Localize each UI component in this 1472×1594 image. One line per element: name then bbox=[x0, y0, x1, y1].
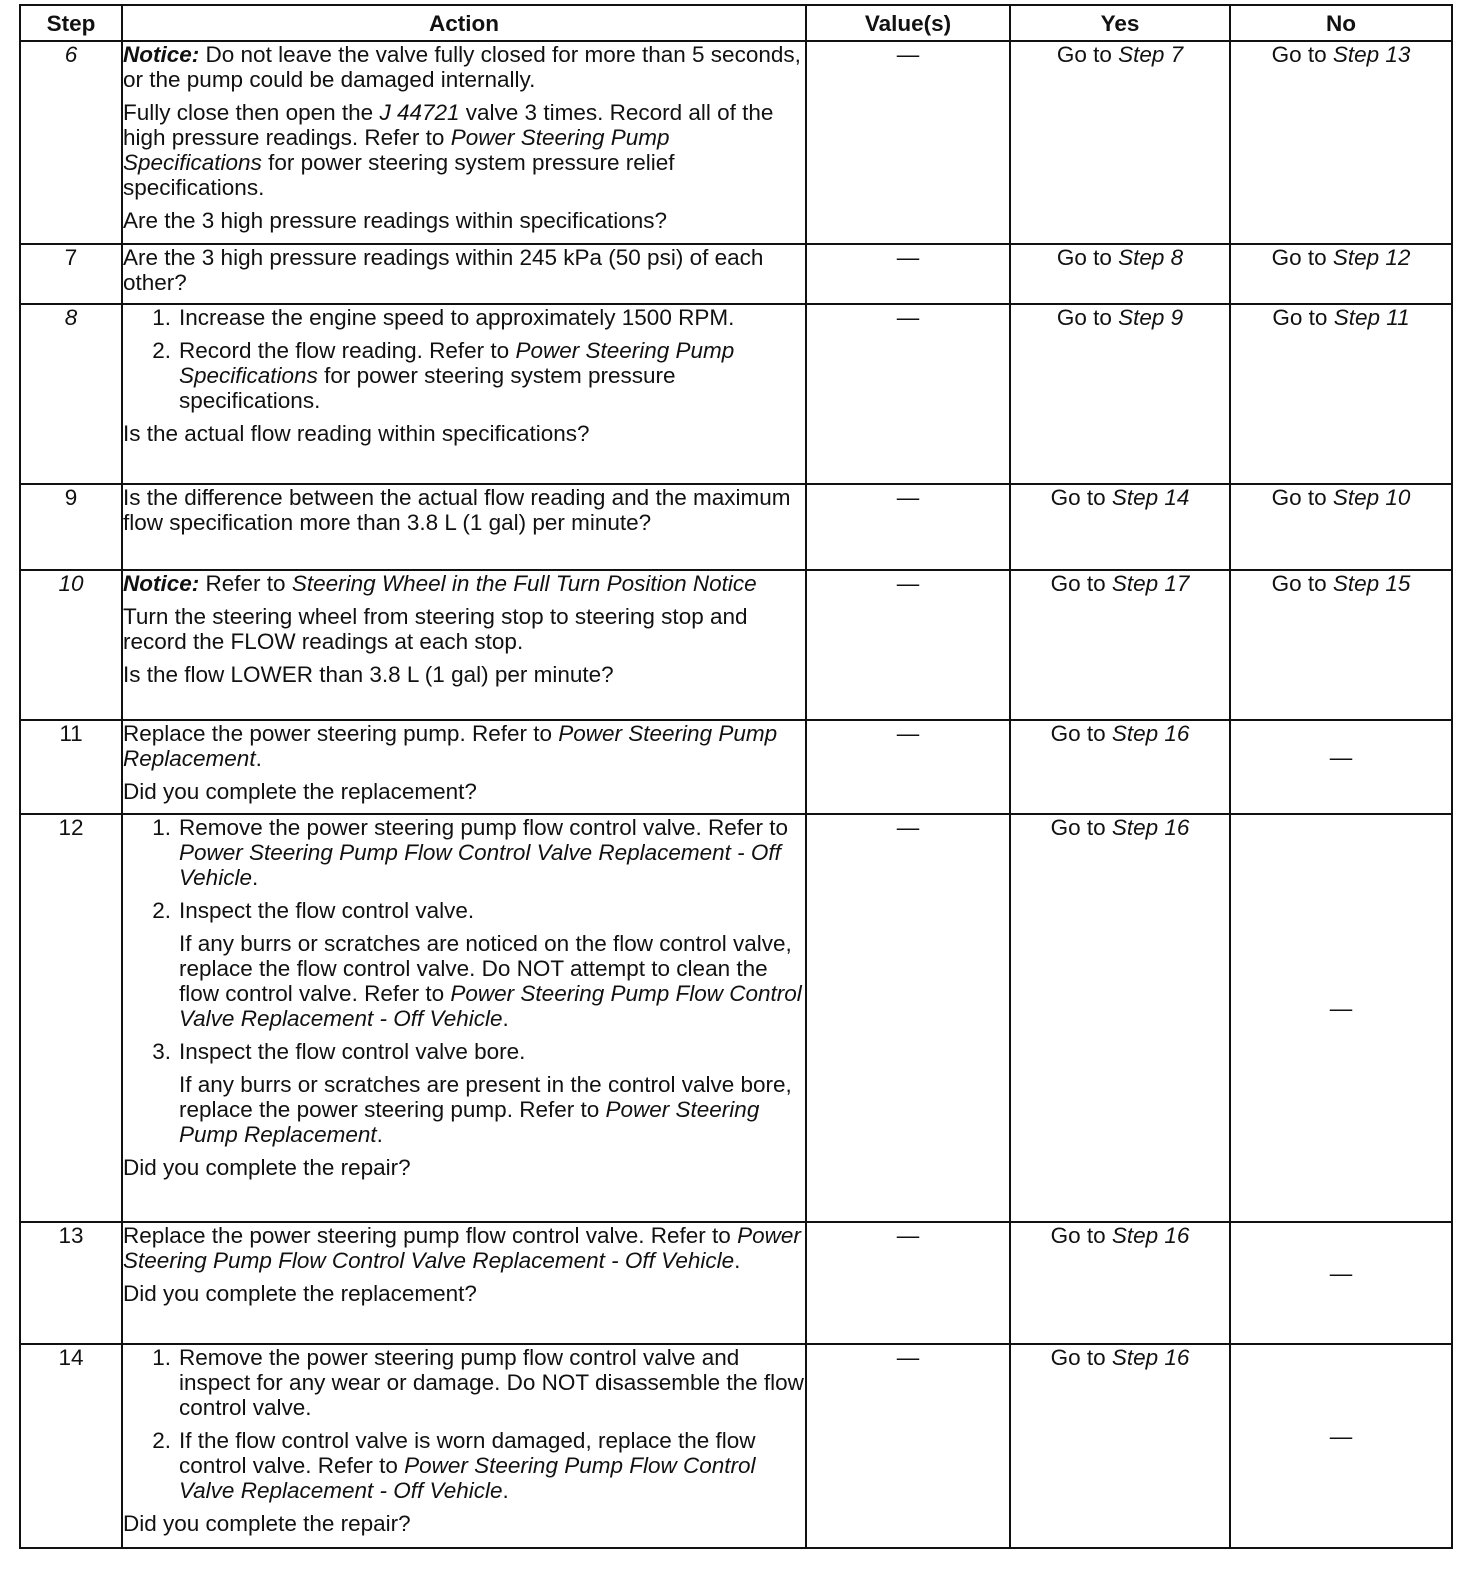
list-text bbox=[179, 1428, 805, 1503]
step-number: 14 bbox=[20, 1344, 122, 1548]
header-action: Action bbox=[122, 5, 806, 41]
procedure-reference-link[interactable]: Power Steering Pump Flow Control Valve Replacement - Off Vehicle bbox=[179, 840, 781, 890]
yes-step-link[interactable]: Step 14 bbox=[1111, 485, 1190, 510]
notice-paragraph bbox=[123, 42, 805, 92]
yes-step-link[interactable]: Step 16 bbox=[1111, 721, 1190, 746]
procedure-reference-link[interactable]: Power Steering Pump Replacement bbox=[123, 721, 778, 771]
table-row-step-11 bbox=[20, 720, 1452, 814]
header-no: No bbox=[1230, 5, 1452, 41]
no-cell bbox=[1230, 41, 1452, 244]
question-text: Did you complete the replacement? bbox=[123, 779, 477, 804]
question-text: Are the 3 high pressure readings within specifications? bbox=[123, 208, 668, 233]
values-cell: — bbox=[806, 244, 1010, 304]
list-text-part: If the flow control valve is worn damaged, replace the flow control valve. Refer to bbox=[179, 1428, 756, 1478]
list-text-part: Record the flow reading. Refer to bbox=[179, 338, 510, 363]
table-row-step-9 bbox=[20, 484, 1452, 570]
action-cell bbox=[122, 304, 806, 484]
instruction-paragraph: Turn the steering wheel from steering stop to steering stop and record the FLOW readings at each stop. bbox=[123, 604, 748, 654]
values-cell: — bbox=[806, 41, 1010, 244]
no-step-link[interactable]: Step 15 bbox=[1332, 571, 1411, 596]
action-cell bbox=[122, 484, 806, 570]
list-text bbox=[179, 338, 805, 413]
action-cell bbox=[122, 41, 806, 244]
list-item bbox=[123, 1039, 805, 1064]
action-cell bbox=[122, 1222, 806, 1344]
period: . bbox=[502, 1006, 509, 1031]
no-cell bbox=[1230, 570, 1452, 720]
list-item bbox=[123, 1428, 805, 1503]
yes-step-link[interactable]: Step 16 bbox=[1111, 1345, 1190, 1370]
yes-step-link[interactable]: Step 8 bbox=[1118, 245, 1184, 270]
list-number: 1. bbox=[152, 305, 171, 330]
action-cell bbox=[122, 720, 806, 814]
yes-cell bbox=[1010, 1344, 1230, 1548]
list-item bbox=[123, 338, 805, 413]
list-text: Inspect the flow control valve. bbox=[179, 898, 475, 923]
list-number: 2. bbox=[152, 898, 171, 923]
period: . bbox=[251, 865, 259, 890]
list-text bbox=[179, 815, 805, 890]
question-text: Is the flow LOWER than 3.8 L (1 gal) per minute? bbox=[123, 662, 614, 687]
notice-label: Notice: bbox=[123, 42, 200, 67]
spec-reference-link[interactable]: Power Steering Pump Specifications bbox=[179, 338, 735, 388]
instruction-paragraph bbox=[123, 100, 805, 200]
values-cell: — bbox=[806, 484, 1010, 570]
no-cell bbox=[1230, 244, 1452, 304]
no-step-link[interactable]: Step 11 bbox=[1333, 305, 1410, 330]
period: . bbox=[376, 1122, 383, 1147]
period: . bbox=[502, 1478, 509, 1503]
go-to-label: Go to bbox=[1271, 245, 1327, 270]
instruction-paragraph bbox=[123, 721, 805, 771]
list-item bbox=[123, 1345, 805, 1420]
list-text: Remove the power steering pump flow control valve and inspect for any wear or damage. Do NOT disassemble the flow control valve. bbox=[179, 1345, 804, 1420]
step-number: 12 bbox=[20, 814, 122, 1222]
action-cell bbox=[122, 244, 806, 304]
notice-label: Notice: bbox=[123, 571, 200, 596]
list-number: 1. bbox=[152, 815, 171, 840]
yes-cell bbox=[1010, 1222, 1230, 1344]
step-number: 6 bbox=[20, 41, 122, 244]
question-text: Did you complete the repair? bbox=[123, 1511, 411, 1536]
question-text: Are the 3 high pressure readings within 245 kPa (50 psi) of each other? bbox=[123, 245, 764, 295]
yes-step-link[interactable]: Step 16 bbox=[1111, 815, 1190, 840]
period: . bbox=[255, 746, 262, 771]
list-text-part: for power steering system pressure specifications. bbox=[179, 363, 676, 413]
yes-step-link[interactable]: Step 16 bbox=[1111, 1223, 1190, 1248]
go-to-label: Go to bbox=[1056, 305, 1112, 330]
list-item bbox=[123, 898, 805, 923]
yes-step-link[interactable]: Step 9 bbox=[1118, 305, 1184, 330]
procedure-reference-link[interactable]: Power Steering Pump Replacement bbox=[179, 1097, 760, 1147]
yes-cell bbox=[1010, 570, 1230, 720]
no-cell: — bbox=[1230, 720, 1452, 814]
notice-paragraph bbox=[123, 571, 805, 596]
go-to-label: Go to bbox=[1271, 42, 1327, 67]
diagnostic-table bbox=[19, 4, 1453, 1549]
yes-step-link[interactable]: Step 17 bbox=[1111, 571, 1190, 596]
instruction-text: Fully close then open the bbox=[123, 100, 374, 125]
no-cell bbox=[1230, 484, 1452, 570]
list-number: 3. bbox=[152, 1039, 171, 1064]
list-text-part: If any burrs or scratches are noticed on the flow control valve, replace the flow control valve. Do NOT attempt to clean the flow control valve. Refer to bbox=[179, 931, 792, 1006]
values-cell: — bbox=[806, 1344, 1010, 1548]
no-cell: — bbox=[1230, 1344, 1452, 1548]
no-cell: — bbox=[1230, 814, 1452, 1222]
go-to-label: Go to bbox=[1050, 485, 1106, 510]
go-to-label: Go to bbox=[1050, 1223, 1106, 1248]
list-number: 2. bbox=[152, 1428, 171, 1453]
question-text: Did you complete the replacement? bbox=[123, 1281, 477, 1306]
step-number: 9 bbox=[20, 484, 122, 570]
go-to-label: Go to bbox=[1056, 42, 1112, 67]
step-number: 13 bbox=[20, 1222, 122, 1344]
yes-step-link[interactable]: Step 7 bbox=[1118, 42, 1184, 67]
go-to-label: Go to bbox=[1271, 571, 1327, 596]
go-to-label: Go to bbox=[1271, 485, 1327, 510]
no-cell: — bbox=[1230, 1222, 1452, 1344]
list-item bbox=[123, 815, 805, 890]
go-to-label: Go to bbox=[1050, 1345, 1106, 1370]
table-row-step-6 bbox=[20, 41, 1452, 244]
list-item bbox=[123, 305, 805, 330]
no-cell bbox=[1230, 304, 1452, 484]
values-cell: — bbox=[806, 1222, 1010, 1344]
list-number: 1. bbox=[152, 1345, 171, 1370]
table-header-row bbox=[20, 5, 1452, 41]
header-values: Value(s) bbox=[806, 5, 1010, 41]
go-to-label: Go to bbox=[1050, 571, 1106, 596]
yes-cell bbox=[1010, 720, 1230, 814]
list-number: 2. bbox=[152, 338, 171, 363]
question-text: Is the difference between the actual flow reading and the maximum flow specification more than 3.8 L (1 gal) per minute? bbox=[123, 485, 791, 535]
values-cell: — bbox=[806, 570, 1010, 720]
values-cell: — bbox=[806, 720, 1010, 814]
table-row-step-10 bbox=[20, 570, 1452, 720]
action-cell bbox=[122, 1344, 806, 1548]
table-row-step-7 bbox=[20, 244, 1452, 304]
instruction-text: valve 3 times. Record all of the high pressure readings. Refer to bbox=[123, 100, 774, 150]
instruction-text: Replace the power steering pump flow control valve. Refer to bbox=[123, 1223, 731, 1248]
go-to-label: Go to bbox=[1050, 721, 1106, 746]
instruction-text: Replace the power steering pump. Refer to bbox=[123, 721, 552, 746]
list-text: Increase the engine speed to approximately 1500 RPM. bbox=[179, 305, 735, 330]
yes-cell bbox=[1010, 814, 1230, 1222]
list-text: Inspect the flow control valve bore. bbox=[179, 1039, 526, 1064]
yes-cell bbox=[1010, 41, 1230, 244]
values-cell: — bbox=[806, 304, 1010, 484]
list-text-part: If any burrs or scratches are present in the control valve bore, replace the power steering pump. Refer to bbox=[179, 1072, 792, 1122]
question-text: Is the actual flow reading within specifications? bbox=[123, 421, 590, 446]
list-sub-paragraph bbox=[179, 1072, 805, 1147]
list-sub-paragraph bbox=[179, 931, 805, 1031]
no-step-link[interactable]: Step 13 bbox=[1332, 42, 1411, 67]
step-number: 7 bbox=[20, 244, 122, 304]
procedure-reference-link[interactable]: Power Steering Pump Flow Control Valve Replacement - Off Vehicle bbox=[179, 1453, 756, 1503]
step-number: 10 bbox=[20, 570, 122, 720]
header-step: Step bbox=[20, 5, 122, 41]
values-cell: — bbox=[806, 814, 1010, 1222]
action-cell bbox=[122, 570, 806, 720]
action-cell bbox=[122, 814, 806, 1222]
notice-text: Do not leave the valve fully closed for more than 5 seconds, or the pump could be damaged internally. bbox=[123, 42, 801, 92]
header-yes: Yes bbox=[1010, 5, 1230, 41]
go-to-label: Go to bbox=[1050, 815, 1106, 840]
table-row-step-8 bbox=[20, 304, 1452, 484]
procedure-reference-link[interactable]: Power Steering Pump Flow Control Valve Replacement - Off Vehicle bbox=[179, 981, 802, 1031]
notice-text: Refer to bbox=[205, 571, 286, 596]
yes-cell bbox=[1010, 244, 1230, 304]
period: . bbox=[734, 1248, 741, 1273]
instruction-paragraph bbox=[123, 1223, 805, 1273]
yes-cell bbox=[1010, 484, 1230, 570]
instruction-text: for power steering system pressure relief specifications. bbox=[123, 150, 675, 200]
step-number: 11 bbox=[20, 720, 122, 814]
table-row-step-14 bbox=[20, 1344, 1452, 1548]
go-to-label: Go to bbox=[1056, 245, 1112, 270]
no-step-link[interactable]: Step 12 bbox=[1332, 245, 1411, 270]
table-row-step-12 bbox=[20, 814, 1452, 1222]
no-step-link[interactable]: Step 10 bbox=[1332, 485, 1411, 510]
yes-cell bbox=[1010, 304, 1230, 484]
list-text-part: Remove the power steering pump flow control valve. Refer to bbox=[179, 815, 789, 840]
table-row-step-13 bbox=[20, 1222, 1452, 1344]
go-to-label: Go to bbox=[1272, 305, 1328, 330]
step-number: 8 bbox=[20, 304, 122, 484]
notice-reference-link[interactable]: Steering Wheel in the Full Turn Position Notice bbox=[291, 571, 757, 596]
procedure-reference-link[interactable]: Power Steering Pump Flow Control Valve Replacement - Off Vehicle bbox=[123, 1223, 801, 1273]
spec-reference-link[interactable]: Power Steering Pump Specifications bbox=[123, 125, 670, 175]
tool-reference: J 44721 bbox=[379, 100, 460, 125]
question-text: Did you complete the repair? bbox=[123, 1155, 411, 1180]
